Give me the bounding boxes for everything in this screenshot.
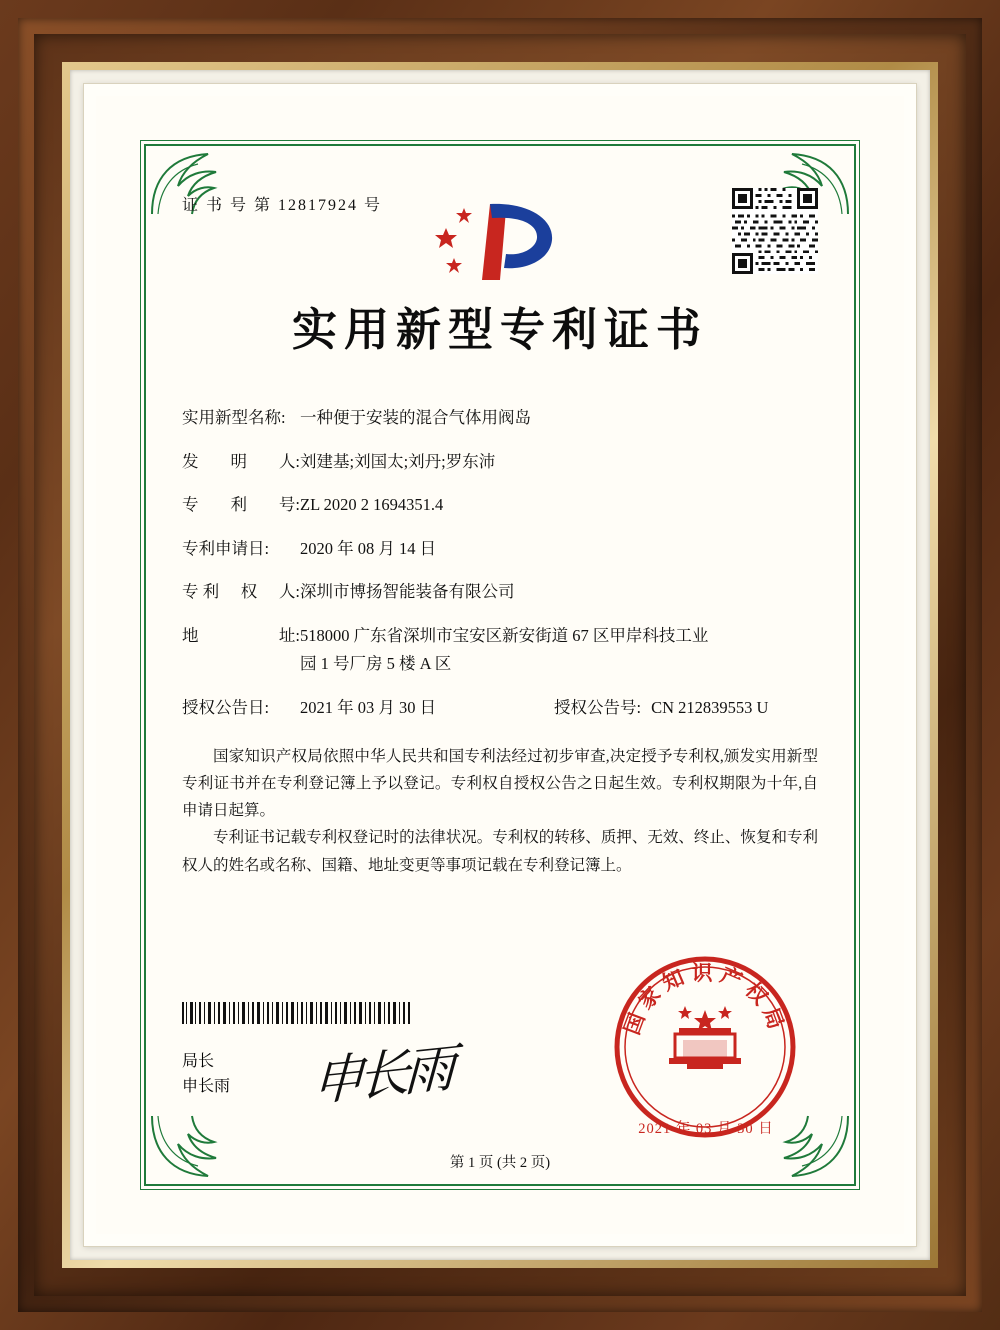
- field-label-part: 地: [182, 625, 199, 645]
- field-label: [182, 625, 300, 645]
- field-value-line1: 518000 广东省深圳市宝安区新安街道 67 区甲岸科技工业: [300, 625, 709, 645]
- field-label-part: 址:: [278, 625, 300, 645]
- legal-text: [182, 743, 818, 879]
- field-label-part: 专: [182, 495, 199, 514]
- legal-paragraph-2: 专利证书记载专利权登记时的法律状况。专利权的转移、质押、无效、终止、恢复和专利权人的姓名或名称、国籍、地址变更等事项记载在专利登记簿上。: [182, 829, 818, 874]
- signature-block: [182, 1049, 230, 1100]
- field-value: 2020 年 08 月 14 日: [300, 538, 437, 558]
- field-row-application-date: [182, 538, 818, 558]
- field-label: [182, 497, 300, 514]
- field-label-part: 人:: [278, 582, 300, 601]
- certificate-number: 证 书 号 第 12817924 号: [182, 197, 383, 214]
- field-label-part: 人:: [278, 451, 300, 471]
- page-footer: 第 1 页 (共 2 页): [449, 1155, 551, 1171]
- field-value-line2: 园 1 号厂房 5 楼 A 区: [300, 654, 452, 673]
- field-label-part: 发: [182, 451, 199, 471]
- field-list: [182, 410, 818, 716]
- field-label-part: 号:: [278, 495, 300, 514]
- field-row-grant: [182, 697, 818, 717]
- field-value: 深圳市博扬智能装备有限公司: [300, 582, 515, 601]
- grant-number-value: CN 212839553 U: [651, 697, 769, 717]
- legal-paragraph-1: 国家知识产权局依照中华人民共和国专利法经过初步审查,决定授予专利权,颁发实用新型专利证书并在专利登记簿上予以登记。专利权自授权公告之日起生效。专利权期限为十年,自申请日起算。: [182, 748, 818, 820]
- field-row-patent-number: [182, 497, 818, 514]
- field-row-address: [182, 625, 818, 673]
- seal-date: 2021 年 03 月 30 日: [638, 1121, 774, 1137]
- field-label: 实用新型名称:: [182, 408, 286, 427]
- field-label-part: 专 利: [182, 582, 220, 601]
- grant-number-label: 授权公告号:: [554, 697, 642, 717]
- field-label: [182, 451, 300, 471]
- grant-number-group: [554, 697, 769, 717]
- field-value: 一种便于安装的混合气体用阀岛: [300, 408, 531, 427]
- field-label: 专利申请日:: [182, 538, 270, 558]
- field-value: ZL 2020 2 1694351.4: [300, 495, 444, 514]
- cnipa-logo-icon: [430, 184, 570, 294]
- field-label-part: 权: [240, 582, 258, 601]
- field-value: [300, 625, 818, 673]
- field-label: [182, 584, 300, 601]
- page-title: 实用新型专利证书: [291, 303, 708, 356]
- director-name: 申长雨: [182, 1078, 231, 1096]
- grant-date-value: 2021 年 03 月 30 日: [300, 697, 437, 717]
- certificate-content: [182, 192, 818, 1174]
- official-seal: [610, 952, 800, 1142]
- field-label-part: 利: [230, 495, 247, 514]
- qr-code-icon: [732, 188, 818, 274]
- handwritten-signature: 申长雨: [311, 1038, 451, 1114]
- field-row-patentee: [182, 584, 818, 601]
- field-label-part: 明: [230, 451, 247, 471]
- director-label: 局长: [182, 1052, 215, 1070]
- grant-date-label: 授权公告日:: [182, 697, 270, 717]
- field-row-inventors: [182, 451, 818, 471]
- certificate-page: [96, 96, 904, 1234]
- field-row-utility-model-name: [182, 410, 818, 427]
- svg-text:国家知识产权局: 国家知识产权局: [618, 960, 792, 1038]
- barcode-icon: [182, 1002, 412, 1024]
- field-value: 刘建基;刘国太;刘丹;罗东沛: [300, 451, 496, 471]
